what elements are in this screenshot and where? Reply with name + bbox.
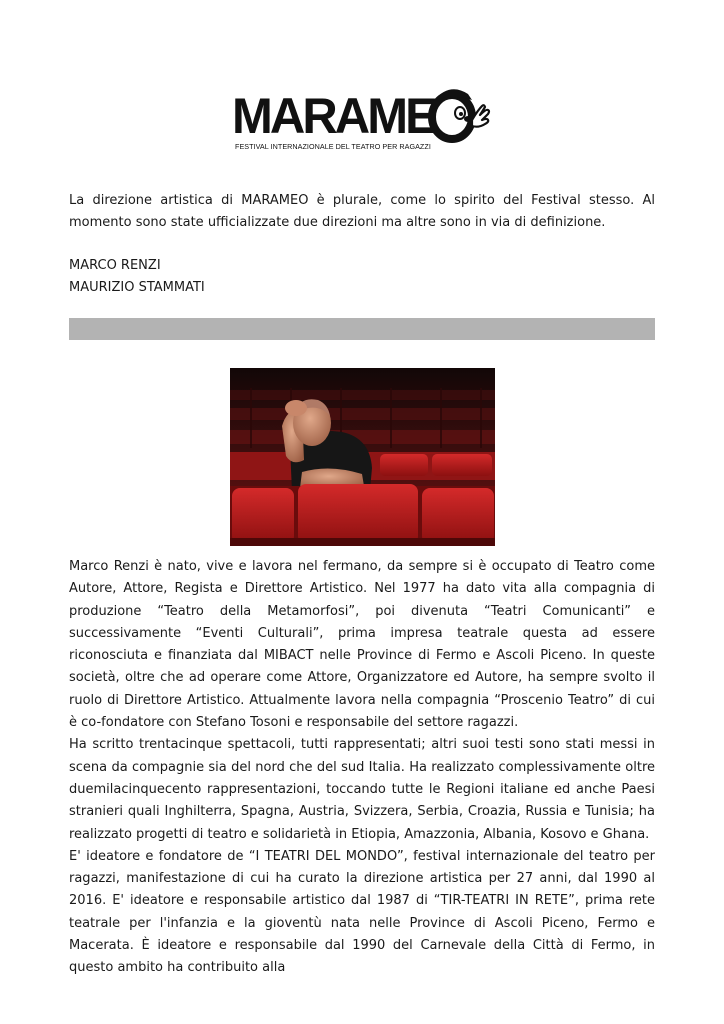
bio-paragraph: E' ideatore e fondatore de “I TEATRI DEL MONDO”, festival internazionale del teatro per ragazzi, manifestazione di cui ha curato la direzione artistica per 27 anni, dal 1990 al 2016. E' ideatore e responsabile artistico dal 1987 di “TIR-TEATRI IN RETE”, prima rete teatrale per l'infanzia e la gioventù nata nelle Province di Ascoli Piceno, Fermo e Macerata. È ideatore e responsabile dal 1990 del Carnevale della Città di Fermo, in questo ambito ha contribuito alla: [69, 848, 655, 976]
biography: [69, 556, 655, 980]
mascot-o-icon: [428, 86, 494, 146]
separator-bar: [69, 318, 655, 340]
bio-paragraph: Ha scritto trentacinque spettacoli, tutti rappresentati; altri suoi testi sono stati messi in scena da compagnie sia del nord che del sud Italia. Ha realizzato complessivamente oltre duemilacinquecento rappresentazioni, toccando tutte le Regioni italiane ed anche Paesi stranieri quali Inghilterra, Spagna, Austria, Svizzera, Serbia, Croazia, Russia e Tunisia; ha realizzato progetti di teatro e solidarietà in Etiopia, Amazzonia, Albania, Kosovo e Ghana.: [69, 737, 655, 842]
bio-paragraph: Marco Renzi è nato, vive e lavora nel fermano, da sempre si è occupato di Teatro come Autore, Attore, Regista e Direttore Artistico. Nel 1977 ha dato vita alla compagnia di produzione “Teatro della Metamorfosi”, poi divenuta “Teatri Comunicanti” e successivamente “Eventi Culturali”, prima impresa teatrale questa ad essere riconosciuta e finanziata dal MIBACT nelle Province di Fermo e Ascoli Piceno. In queste società, oltre che ad operare come Attore, Organizzatore ed Autore, ha sempre svolto il ruolo di Direttore Artistico. Attualmente lavora nella compagnia “Proscenio Teatro” di cui è co-fondatore con Stefano Tosoni e responsabile del settore ragazzi.: [69, 559, 655, 731]
portrait-photo: [230, 368, 495, 546]
logo-tagline: FESTIVAL INTERNAZIONALE DEL TEATRO PER RAGAZZI: [235, 142, 431, 151]
marameo-logo: [232, 86, 494, 156]
director-name: MARCO RENZI: [69, 258, 161, 273]
director-name: MAURIZIO STAMMATI: [69, 280, 205, 296]
logo-wordmark: MARAME: [232, 88, 435, 144]
intro-paragraph: La direzione artistica di MARAMEO è plurale, come lo spirito del Festival stesso. Al momento sono state ufficializzate due direzioni ma altre sono in via di definizione.: [69, 193, 655, 231]
directors-list: [69, 255, 655, 300]
